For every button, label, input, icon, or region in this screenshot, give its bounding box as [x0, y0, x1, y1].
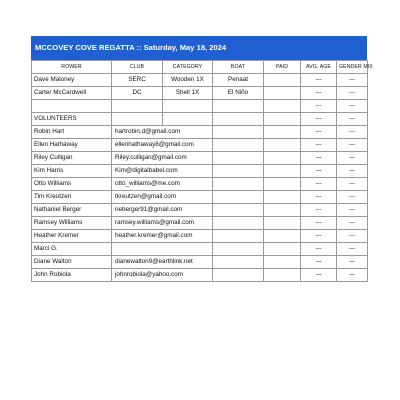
avg-age-cell[interactable]: --- [301, 100, 337, 113]
avg-age-cell[interactable]: --- [301, 269, 337, 282]
header-gender-mix[interactable]: GENDER MIX [337, 61, 368, 74]
empty-cell[interactable] [163, 113, 213, 126]
avg-age-cell[interactable]: --- [301, 204, 337, 217]
empty-cell[interactable] [213, 139, 264, 152]
volunteer-email-cell[interactable] [112, 243, 213, 256]
empty-cell[interactable] [264, 256, 301, 269]
empty-cell[interactable] [264, 230, 301, 243]
volunteer-name-cell[interactable]: Nathaniel Berger [32, 204, 112, 217]
volunteer-email-cell[interactable]: otto_williams@me.com [112, 178, 213, 191]
gender-mix-cell[interactable]: --- [337, 204, 368, 217]
empty-cell[interactable] [112, 113, 163, 126]
paid-cell[interactable] [264, 87, 301, 100]
empty-cell[interactable] [264, 269, 301, 282]
empty-cell[interactable] [213, 230, 264, 243]
volunteer-rows [32, 126, 368, 282]
volunteer-email-cell[interactable]: dianewalton9@earthlink.net [112, 256, 213, 269]
volunteer-name-cell[interactable]: Ellen Hathaway [32, 139, 112, 152]
table-row [32, 243, 368, 256]
avg-age-cell[interactable]: --- [301, 230, 337, 243]
spreadsheet [31, 36, 373, 282]
empty-cell[interactable] [163, 100, 213, 113]
gender-mix-cell[interactable]: --- [337, 87, 368, 100]
empty-cell[interactable] [213, 152, 264, 165]
volunteer-email-cell[interactable]: johnrobiola@yahoo.com [112, 269, 213, 282]
empty-cell[interactable] [213, 243, 264, 256]
avg-age-cell[interactable]: --- [301, 74, 337, 87]
gender-mix-cell[interactable]: --- [337, 256, 368, 269]
table-row [32, 139, 368, 152]
empty-cell[interactable] [264, 165, 301, 178]
volunteer-name-cell[interactable]: Riley Culligan [32, 152, 112, 165]
empty-cell[interactable] [264, 217, 301, 230]
avg-age-cell[interactable]: --- [301, 139, 337, 152]
empty-cell[interactable] [213, 165, 264, 178]
volunteer-email-cell[interactable]: ellenhathaway8@gmail.com [112, 139, 213, 152]
volunteers-heading[interactable]: VOLUNTEERS [32, 113, 112, 126]
volunteer-email-cell[interactable]: hartrobin.d@gmail.com [112, 126, 213, 139]
volunteers-heading-row [32, 113, 368, 126]
gender-mix-cell[interactable]: --- [337, 113, 368, 126]
empty-cell[interactable] [264, 191, 301, 204]
volunteer-name-cell[interactable]: Ramsey Williams [32, 217, 112, 230]
table-row [32, 217, 368, 230]
header-avg-age[interactable]: AVG. AGE [301, 61, 337, 74]
gender-mix-cell[interactable]: --- [337, 269, 368, 282]
avg-age-cell[interactable]: --- [301, 217, 337, 230]
sheet-title[interactable]: MCCOVEY COVE REGATTA :: Saturday, May 18, 2024 [31, 36, 367, 60]
volunteer-name-cell[interactable]: Heather Kremer [32, 230, 112, 243]
empty-cell[interactable] [213, 191, 264, 204]
header-club[interactable]: CLUB [112, 61, 163, 74]
avg-age-cell[interactable]: --- [301, 113, 337, 126]
volunteer-email-cell[interactable]: Kim@digitalbabel.com [112, 165, 213, 178]
volunteer-email-cell[interactable]: ramsey.williams@gmail.com [112, 217, 213, 230]
table-row [32, 87, 368, 100]
empty-cell[interactable] [213, 126, 264, 139]
table-row [32, 74, 368, 87]
rower-name-cell[interactable]: Dave Maloney [32, 74, 112, 87]
category-cell[interactable]: Shell 1X [163, 87, 213, 100]
empty-cell[interactable] [264, 113, 301, 126]
spacer-row [32, 100, 368, 113]
gender-mix-cell[interactable]: --- [337, 139, 368, 152]
empty-cell[interactable] [264, 152, 301, 165]
avg-age-cell[interactable]: --- [301, 126, 337, 139]
empty-cell[interactable] [32, 100, 112, 113]
table-row [32, 165, 368, 178]
volunteer-email-cell[interactable]: neberger91@gmail.com [112, 204, 213, 217]
header-row [32, 61, 368, 74]
gender-mix-cell[interactable]: --- [337, 243, 368, 256]
header-paid[interactable]: PAID [264, 61, 301, 74]
paid-cell[interactable] [264, 74, 301, 87]
club-cell[interactable]: SERC [112, 74, 163, 87]
table-row [32, 191, 368, 204]
avg-age-cell[interactable]: --- [301, 191, 337, 204]
empty-cell[interactable] [112, 100, 163, 113]
gender-mix-cell[interactable]: --- [337, 126, 368, 139]
table-row [32, 126, 368, 139]
table-row [32, 152, 368, 165]
empty-cell[interactable] [264, 139, 301, 152]
empty-cell[interactable] [264, 243, 301, 256]
header-boat[interactable]: BOAT [213, 61, 264, 74]
volunteer-name-cell[interactable]: Tim Kreutzen [32, 191, 112, 204]
empty-cell[interactable] [264, 204, 301, 217]
header-rower[interactable]: ROWER [32, 61, 112, 74]
empty-cell[interactable] [213, 113, 264, 126]
avg-age-cell[interactable]: --- [301, 256, 337, 269]
gender-mix-cell[interactable]: --- [337, 152, 368, 165]
empty-cell[interactable] [264, 126, 301, 139]
club-cell[interactable]: DC [112, 87, 163, 100]
volunteer-name-cell[interactable]: Robin Hart [32, 126, 112, 139]
table-row [32, 269, 368, 282]
gender-mix-cell[interactable]: --- [337, 74, 368, 87]
volunteer-name-cell[interactable]: Otto Williams [32, 178, 112, 191]
rower-name-cell[interactable]: Carter McCardwell [32, 87, 112, 100]
header-category[interactable]: CATEGORY [163, 61, 213, 74]
empty-cell[interactable] [264, 178, 301, 191]
avg-age-cell[interactable]: --- [301, 152, 337, 165]
table-row [32, 256, 368, 269]
table-row [32, 230, 368, 243]
table-row [32, 178, 368, 191]
gender-mix-cell[interactable]: --- [337, 165, 368, 178]
gender-mix-cell[interactable]: --- [337, 191, 368, 204]
gender-mix-cell[interactable]: --- [337, 230, 368, 243]
volunteer-email-cell[interactable]: Riley.culligan@gmail.com [112, 152, 213, 165]
volunteer-name-cell[interactable]: Kim Harris [32, 165, 112, 178]
volunteer-email-cell[interactable]: heather.kremer@gmail.com [112, 230, 213, 243]
volunteer-name-cell[interactable]: Diane Walton [32, 256, 112, 269]
avg-age-cell[interactable]: --- [301, 165, 337, 178]
empty-cell[interactable] [264, 100, 301, 113]
empty-cell[interactable] [213, 256, 264, 269]
roster-table [31, 60, 373, 282]
category-cell[interactable]: Wooden 1X [163, 74, 213, 87]
volunteer-name-cell[interactable]: Marci G. [32, 243, 112, 256]
volunteer-email-cell[interactable]: tkreutzen@gmail.com [112, 191, 213, 204]
empty-cell[interactable] [213, 217, 264, 230]
boat-cell[interactable]: Penaat [213, 74, 264, 87]
avg-age-cell[interactable]: --- [301, 87, 337, 100]
empty-cell[interactable] [213, 100, 264, 113]
empty-cell[interactable] [213, 269, 264, 282]
empty-cell[interactable] [213, 204, 264, 217]
gender-mix-cell[interactable]: --- [337, 100, 368, 113]
avg-age-cell[interactable]: --- [301, 178, 337, 191]
gender-mix-cell[interactable]: --- [337, 178, 368, 191]
table-row [32, 204, 368, 217]
empty-cell[interactable] [213, 178, 264, 191]
volunteer-name-cell[interactable]: John Robiola [32, 269, 112, 282]
gender-mix-cell[interactable]: --- [337, 217, 368, 230]
boat-cell[interactable]: El Niño [213, 87, 264, 100]
avg-age-cell[interactable]: --- [301, 243, 337, 256]
